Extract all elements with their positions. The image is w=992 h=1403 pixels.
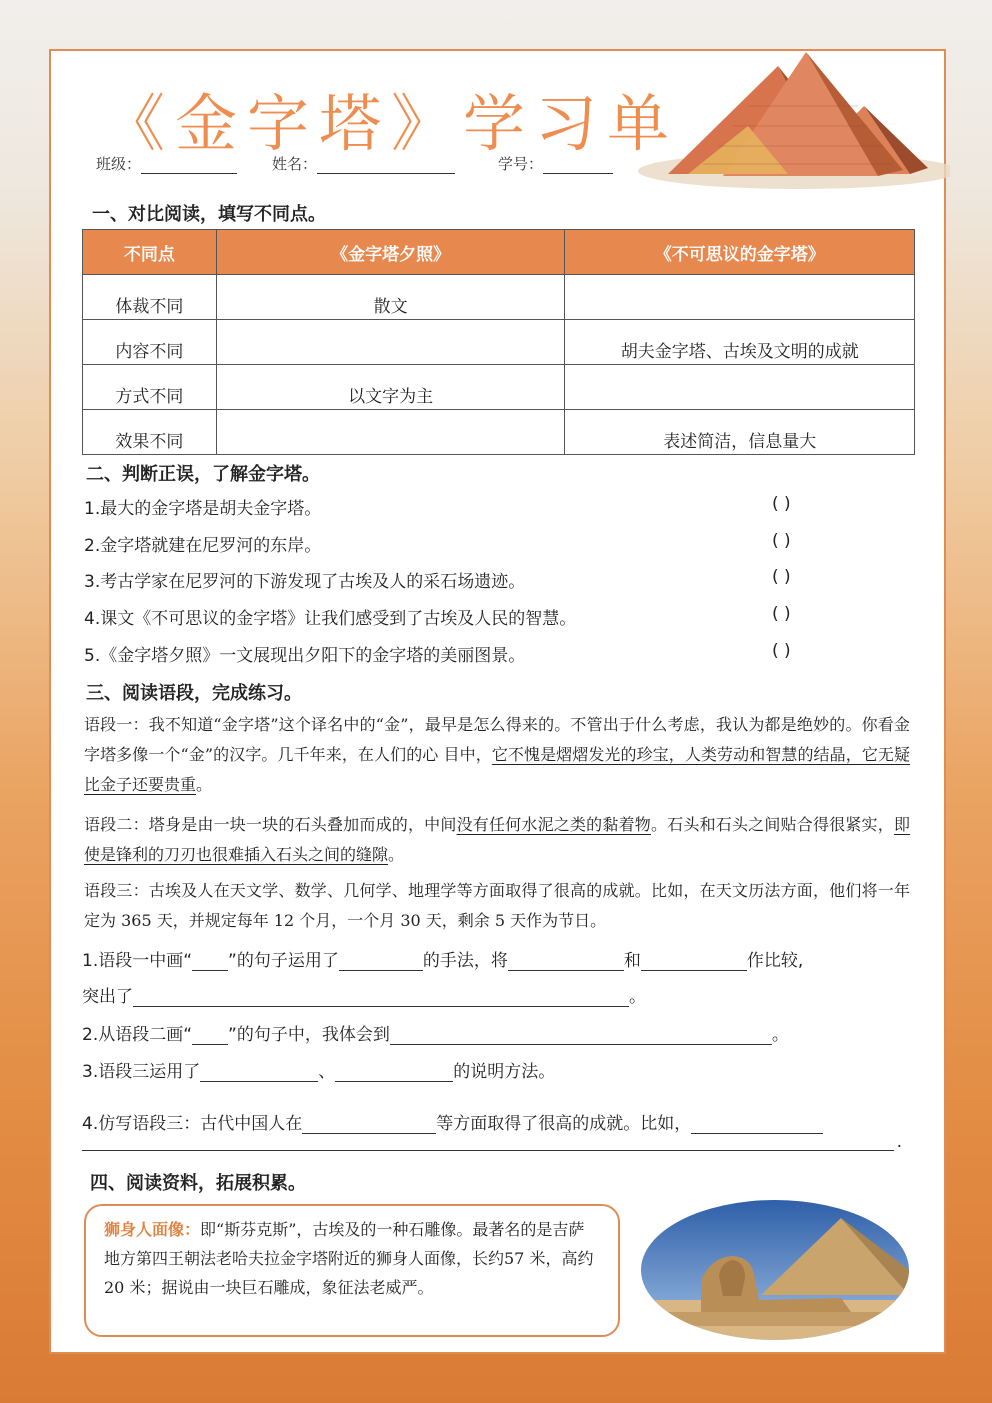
passage-text: 我不知道“金字塔”这个译名中的“金”，最早是怎么得来的。不管出于什么考虑，我认为都是绝妙的。你看金字塔多像一个“金”的汉字。几千年来，在人们的心 目中，: [84, 715, 910, 764]
question-text: 作比较,: [746, 951, 804, 971]
answer-parens[interactable]: ( ): [772, 604, 791, 624]
section1-heading: 一、对比阅读，填写不同点。: [92, 204, 326, 225]
material-box: [84, 1204, 620, 1337]
table-cell[interactable]: 胡夫金字塔、古埃及文明的成就: [565, 320, 915, 365]
answer-blank[interactable]: [302, 1115, 436, 1134]
answer-parens[interactable]: ( ): [772, 567, 791, 587]
question-text: 1.语段一中画“: [82, 951, 193, 971]
answer-blank[interactable]: [200, 1063, 318, 1082]
answer-blank[interactable]: [339, 952, 423, 971]
table-cell[interactable]: 表述简洁，信息量大: [565, 410, 915, 455]
question-4: [82, 1109, 823, 1134]
table-header: 不同点: [83, 230, 217, 275]
id-blank[interactable]: [543, 156, 613, 174]
question-1-line1: [82, 946, 803, 971]
underlined-sentence: 它不愧是熠熠发光的珍宝，人类劳动和智慧的结晶，它无疑比金子还要贵重: [84, 745, 910, 794]
question-text: 、: [318, 1062, 336, 1082]
answer-parens[interactable]: ( ): [772, 494, 791, 514]
passage-text: 。: [196, 775, 213, 794]
judge-item: 5.《金字塔夕照》一文展现出夕阳下的金字塔的美丽图景。: [84, 646, 526, 666]
class-label: 班级：: [96, 155, 142, 173]
table-cell[interactable]: [216, 320, 565, 365]
table-row: [83, 365, 915, 410]
question-text: 的手法，将: [422, 951, 508, 971]
name-label: 姓名：: [272, 155, 318, 173]
answer-blank[interactable]: [641, 952, 747, 971]
table-cell: 方式不同: [83, 365, 217, 410]
table-cell[interactable]: 以文字为主: [216, 365, 565, 410]
comparison-table: [82, 229, 915, 455]
table-cell[interactable]: [565, 275, 915, 320]
table-row: [83, 410, 915, 455]
passage-1: [84, 710, 910, 800]
question-1-line2: [82, 982, 646, 1007]
judge-item: 2.金字塔就建在尼罗河的东岸。: [84, 536, 322, 556]
name-blank[interactable]: [317, 156, 455, 174]
id-field: [498, 153, 613, 174]
answer-blank[interactable]: [390, 1026, 772, 1045]
answer-blank[interactable]: [192, 952, 228, 971]
judge-item: 3.考古学家在尼罗河的下游发现了古埃及人的采石场遗迹。: [84, 572, 526, 592]
passage-label: 语段二：: [84, 815, 149, 834]
answer-blank[interactable]: [192, 1026, 228, 1045]
table-header: 《金字塔夕照》: [216, 230, 565, 275]
table-cell[interactable]: [216, 410, 565, 455]
question-text: ”的句子中，我体会到: [228, 1025, 390, 1045]
id-label: 学号：: [498, 155, 544, 173]
question-4-line2[interactable]: [82, 1132, 902, 1152]
table-cell: 效果不同: [83, 410, 217, 455]
question-text: 和: [623, 951, 641, 971]
question-text: 突出了: [82, 987, 133, 1007]
answer-blank[interactable]: [133, 988, 629, 1007]
passage-2: [84, 810, 910, 870]
table-header: 《不可思议的金字塔》: [565, 230, 915, 275]
question-text: 3.语段三运用了: [82, 1062, 201, 1082]
class-field: [96, 153, 237, 174]
question-text: 2.从语段二画“: [82, 1025, 193, 1045]
question-text: 4.仿写语段三：古代中国人在: [82, 1114, 303, 1134]
underlined-sentence: 即使是锋利的刀刃也很难插入石头之间的缝隙: [84, 815, 910, 864]
passage-text: 。石头和石头之间贴合得很紧实，: [650, 815, 894, 834]
question-text: 。: [629, 987, 646, 1007]
table-cell: 体裁不同: [83, 275, 217, 320]
sphinx-photo: [641, 1200, 909, 1340]
material-term: 狮身人面像：: [104, 1220, 201, 1239]
answer-blank[interactable]: [335, 1063, 453, 1082]
table-cell: 内容不同: [83, 320, 217, 365]
passage-text: 塔身是由一块一块的石头叠加而成的，中间: [148, 815, 457, 834]
passage-text: 。: [388, 845, 405, 864]
answer-parens[interactable]: ( ): [772, 641, 791, 661]
name-field: [272, 153, 455, 174]
section4-heading: 四、阅读资料，拓展积累。: [90, 1173, 306, 1194]
passage-label: 语段一：: [84, 715, 149, 734]
answer-parens[interactable]: ( ): [772, 531, 791, 551]
question-text: 。: [771, 1025, 789, 1045]
question-text: 等方面取得了很高的成就。比如，: [436, 1114, 692, 1134]
judge-item: 1.最大的金字塔是胡夫金字塔。: [84, 499, 322, 519]
judge-item: 4.课文《不可思议的金字塔》让我们感受到了古埃及人民的智慧。: [84, 609, 577, 629]
answer-blank[interactable]: [508, 952, 624, 971]
passage-text: 古埃及人在天文学、数学、几何学、地理学等方面取得了很高的成就。比如，在天文历法方面，他们将一年定为 365 天，并规定每年 12 个月，一个月 30 天，剩余 5 天作为节日。: [84, 881, 910, 930]
table-row: [83, 275, 915, 320]
passage-label: 语段三：: [84, 881, 149, 900]
class-blank[interactable]: [141, 156, 237, 174]
table-header-row: [83, 230, 915, 275]
underlined-sentence: 没有任何水泥之类的黏着物: [456, 815, 651, 834]
question-text: ”的句子运用了: [228, 951, 339, 971]
question-text: .: [896, 1132, 902, 1152]
question-2: [82, 1020, 789, 1045]
question-3: [82, 1057, 555, 1082]
answer-blank[interactable]: [691, 1115, 823, 1134]
section3-heading: 三、阅读语段，完成练习。: [86, 683, 302, 704]
table-cell[interactable]: 散文: [216, 275, 565, 320]
material-text: 即“斯芬克斯”，古埃及的一种石雕像。最著名的是吉萨地方第四王朝法老哈夫拉金字塔附近的狮身人面像，长约57 米，高约20 米；据说由一块巨石雕成，象征法老威严。: [104, 1220, 594, 1297]
question-text: 的说明方法。: [453, 1062, 556, 1082]
page-title: 《金字塔》学习单: [103, 87, 680, 160]
passage-3: [84, 876, 910, 936]
table-row: [83, 320, 915, 365]
table-cell[interactable]: [565, 365, 915, 410]
section2-heading: 二、判断正误，了解金字塔。: [86, 464, 320, 485]
